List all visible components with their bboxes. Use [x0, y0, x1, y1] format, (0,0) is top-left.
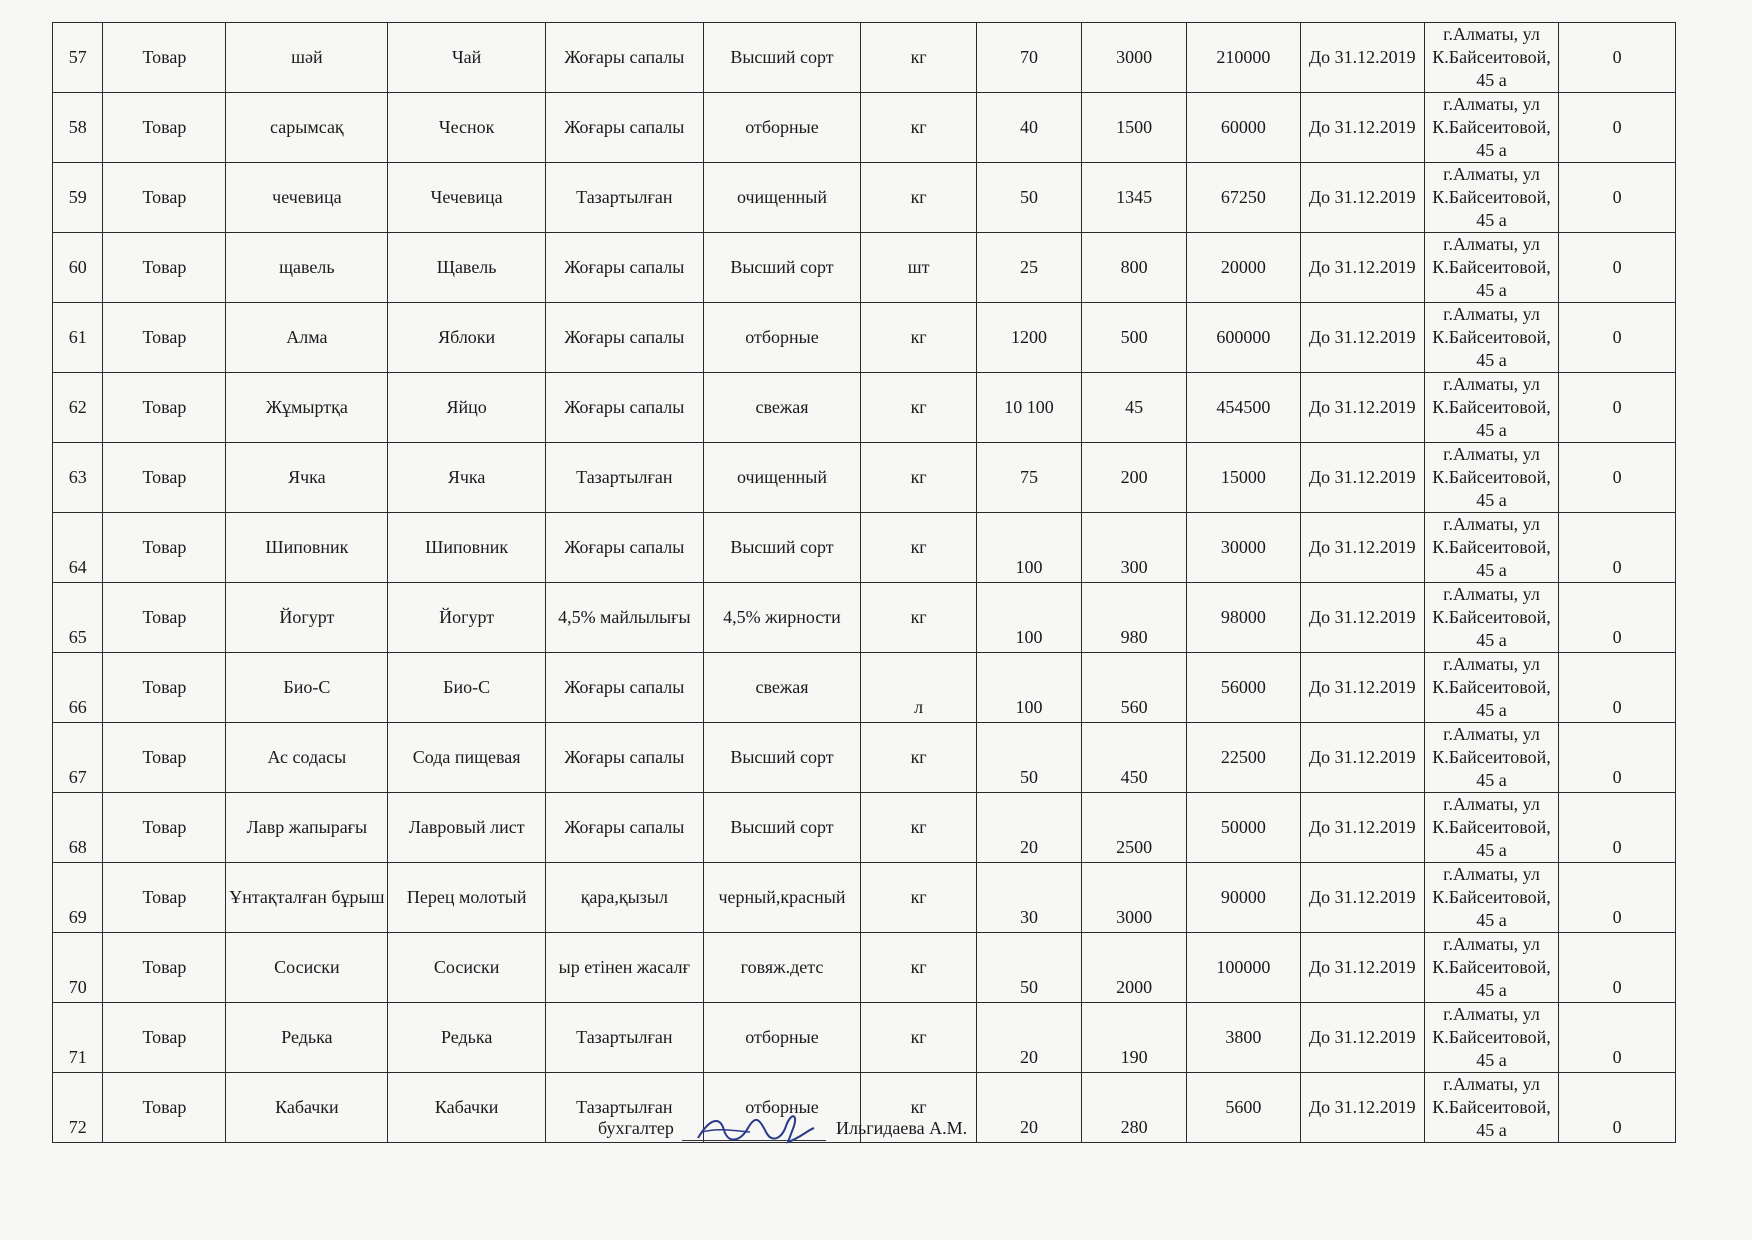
delivery-term-cell: До 31.12.2019 — [1300, 583, 1424, 653]
address-cell — [1424, 1073, 1559, 1143]
address-line: 45 а — [1476, 1050, 1507, 1070]
name-ru-cell: Редька — [388, 1003, 546, 1073]
quantity-cell: 50 — [976, 723, 1081, 793]
spec-kz-cell: Жоғары сапалы — [545, 303, 703, 373]
quantity-cell: 50 — [976, 933, 1081, 1003]
delivery-term-cell: До 31.12.2019 — [1300, 793, 1424, 863]
advance-cell: 0 — [1559, 233, 1676, 303]
address-line: г.Алматы, ул — [1443, 234, 1540, 254]
price-cell: 300 — [1082, 513, 1187, 583]
total-cell: 90000 — [1187, 863, 1301, 933]
spec-ru-cell: 4,5% жирности — [703, 583, 861, 653]
row-number-cell: 65 — [53, 583, 103, 653]
address-line: г.Алматы, ул — [1443, 24, 1540, 44]
spec-ru-cell: Высший сорт — [703, 233, 861, 303]
address-line: К.Байсеитовой, — [1432, 817, 1551, 837]
table-row — [53, 1003, 1676, 1073]
item-type-cell: Товар — [103, 513, 226, 583]
item-type-cell: Товар — [103, 303, 226, 373]
address-cell — [1424, 933, 1559, 1003]
address-cell — [1424, 93, 1559, 163]
item-type-cell: Товар — [103, 163, 226, 233]
advance-cell: 0 — [1559, 933, 1676, 1003]
spec-ru-cell: очищенный — [703, 163, 861, 233]
advance-cell: 0 — [1559, 23, 1676, 93]
delivery-term-cell: До 31.12.2019 — [1300, 303, 1424, 373]
address-line: К.Байсеитовой, — [1432, 677, 1551, 697]
address-line: 45 а — [1476, 700, 1507, 720]
advance-cell: 0 — [1559, 373, 1676, 443]
address-cell — [1424, 163, 1559, 233]
price-cell: 3000 — [1082, 863, 1187, 933]
price-cell: 1500 — [1082, 93, 1187, 163]
advance-cell: 0 — [1559, 1073, 1676, 1143]
address-line: 45 а — [1476, 350, 1507, 370]
name-ru-cell: Яйцо — [388, 373, 546, 443]
address-line: К.Байсеитовой, — [1432, 747, 1551, 767]
quantity-cell: 10 100 — [976, 373, 1081, 443]
row-number-cell: 57 — [53, 23, 103, 93]
item-type-cell: Товар — [103, 723, 226, 793]
item-type-cell: Товар — [103, 583, 226, 653]
price-cell: 280 — [1082, 1073, 1187, 1143]
name-kz-cell: щавель — [226, 233, 388, 303]
total-cell: 67250 — [1187, 163, 1301, 233]
total-cell: 60000 — [1187, 93, 1301, 163]
unit-cell: кг — [861, 163, 977, 233]
address-cell — [1424, 583, 1559, 653]
unit-cell: кг — [861, 303, 977, 373]
quantity-cell: 70 — [976, 23, 1081, 93]
unit-cell: кг — [861, 723, 977, 793]
row-number-cell: 61 — [53, 303, 103, 373]
spec-ru-cell: отборные — [703, 303, 861, 373]
advance-cell: 0 — [1559, 163, 1676, 233]
address-line: г.Алматы, ул — [1443, 1004, 1540, 1024]
address-line: К.Байсеитовой, — [1432, 467, 1551, 487]
spec-kz-cell: Жоғары сапалы — [545, 23, 703, 93]
price-cell: 2500 — [1082, 793, 1187, 863]
price-cell: 2000 — [1082, 933, 1187, 1003]
total-cell: 210000 — [1187, 23, 1301, 93]
address-line: К.Байсеитовой, — [1432, 887, 1551, 907]
row-number-cell: 71 — [53, 1003, 103, 1073]
row-number-cell: 72 — [53, 1073, 103, 1143]
address-cell — [1424, 863, 1559, 933]
spec-kz-cell: Тазартылған — [545, 443, 703, 513]
row-number-cell: 62 — [53, 373, 103, 443]
table-row — [53, 23, 1676, 93]
name-ru-cell: Шиповник — [388, 513, 546, 583]
address-line: 45 а — [1476, 140, 1507, 160]
table-row — [53, 93, 1676, 163]
address-line: г.Алматы, ул — [1443, 444, 1540, 464]
quantity-cell: 40 — [976, 93, 1081, 163]
delivery-term-cell: До 31.12.2019 — [1300, 1003, 1424, 1073]
spec-ru-cell: очищенный — [703, 443, 861, 513]
address-line: 45 а — [1476, 70, 1507, 90]
delivery-term-cell: До 31.12.2019 — [1300, 373, 1424, 443]
address-line: 45 а — [1476, 630, 1507, 650]
name-kz-cell: Ұнтақталған бұрыш — [226, 863, 388, 933]
address-line: 45 а — [1476, 420, 1507, 440]
row-number-cell: 59 — [53, 163, 103, 233]
total-cell: 5600 — [1187, 1073, 1301, 1143]
total-cell: 454500 — [1187, 373, 1301, 443]
total-cell: 20000 — [1187, 233, 1301, 303]
quantity-cell: 75 — [976, 443, 1081, 513]
delivery-term-cell: До 31.12.2019 — [1300, 233, 1424, 303]
address-line: г.Алматы, ул — [1443, 654, 1540, 674]
name-kz-cell: Жұмыртқа — [226, 373, 388, 443]
quantity-cell: 1200 — [976, 303, 1081, 373]
name-kz-cell: Ас содасы — [226, 723, 388, 793]
unit-cell: шт — [861, 233, 977, 303]
row-number-cell: 63 — [53, 443, 103, 513]
advance-cell: 0 — [1559, 1003, 1676, 1073]
footer-role: бухгалтер — [598, 1118, 674, 1138]
spec-ru-cell: Высший сорт — [703, 793, 861, 863]
name-kz-cell: Алма — [226, 303, 388, 373]
spec-kz-cell: Жоғары сапалы — [545, 233, 703, 303]
name-ru-cell: Лавровый лист — [388, 793, 546, 863]
price-cell: 200 — [1082, 443, 1187, 513]
table-row — [53, 723, 1676, 793]
unit-cell: кг — [861, 373, 977, 443]
address-line: 45 а — [1476, 490, 1507, 510]
unit-cell: кг — [861, 513, 977, 583]
price-cell: 190 — [1082, 1003, 1187, 1073]
address-line: К.Байсеитовой, — [1432, 1097, 1551, 1117]
spec-kz-cell: Жоғары сапалы — [545, 513, 703, 583]
address-line: 45 а — [1476, 910, 1507, 930]
address-line: г.Алматы, ул — [1443, 584, 1540, 604]
advance-cell: 0 — [1559, 863, 1676, 933]
spec-kz-cell: Тазартылған — [545, 1003, 703, 1073]
address-line: К.Байсеитовой, — [1432, 257, 1551, 277]
address-cell — [1424, 443, 1559, 513]
address-cell — [1424, 793, 1559, 863]
table-row — [53, 373, 1676, 443]
item-type-cell: Товар — [103, 1073, 226, 1143]
address-line: г.Алматы, ул — [1443, 94, 1540, 114]
item-type-cell: Товар — [103, 93, 226, 163]
name-kz-cell: Лавр жапырағы — [226, 793, 388, 863]
address-line: К.Байсеитовой, — [1432, 537, 1551, 557]
spec-ru-cell: отборные — [703, 93, 861, 163]
spec-kz-cell: Жоғары сапалы — [545, 373, 703, 443]
address-line: г.Алматы, ул — [1443, 724, 1540, 744]
address-cell — [1424, 723, 1559, 793]
item-type-cell: Товар — [103, 793, 226, 863]
name-kz-cell: чечевица — [226, 163, 388, 233]
spec-kz-cell: қара,қызыл — [545, 863, 703, 933]
total-cell: 100000 — [1187, 933, 1301, 1003]
spec-kz-cell: ыр етінен жасалғ — [545, 933, 703, 1003]
address-cell — [1424, 513, 1559, 583]
total-cell: 30000 — [1187, 513, 1301, 583]
address-line: К.Байсеитовой, — [1432, 1027, 1551, 1047]
spec-ru-cell: говяж.детс — [703, 933, 861, 1003]
table-row — [53, 443, 1676, 513]
address-line: К.Байсеитовой, — [1432, 187, 1551, 207]
price-cell: 3000 — [1082, 23, 1187, 93]
quantity-cell: 25 — [976, 233, 1081, 303]
name-ru-cell: Ячка — [388, 443, 546, 513]
address-cell — [1424, 653, 1559, 723]
spec-kz-cell: Тазартылған — [545, 163, 703, 233]
advance-cell: 0 — [1559, 303, 1676, 373]
delivery-term-cell: До 31.12.2019 — [1300, 933, 1424, 1003]
spec-kz-cell: Тазартылған — [545, 1073, 703, 1143]
address-line: г.Алматы, ул — [1443, 934, 1540, 954]
name-ru-cell: Чеснок — [388, 93, 546, 163]
unit-cell: кг — [861, 23, 977, 93]
item-type-cell: Товар — [103, 1003, 226, 1073]
delivery-term-cell: До 31.12.2019 — [1300, 1073, 1424, 1143]
address-line: 45 а — [1476, 560, 1507, 580]
item-type-cell: Товар — [103, 443, 226, 513]
address-line: К.Байсеитовой, — [1432, 327, 1551, 347]
address-cell — [1424, 233, 1559, 303]
address-line: К.Байсеитовой, — [1432, 607, 1551, 627]
name-ru-cell: Сосиски — [388, 933, 546, 1003]
address-line: г.Алматы, ул — [1443, 164, 1540, 184]
table-row — [53, 793, 1676, 863]
quantity-cell: 30 — [976, 863, 1081, 933]
row-number-cell: 58 — [53, 93, 103, 163]
address-line: К.Байсеитовой, — [1432, 397, 1551, 417]
address-line: 45 а — [1476, 1120, 1507, 1140]
name-kz-cell: Шиповник — [226, 513, 388, 583]
name-kz-cell: Ячка — [226, 443, 388, 513]
unit-cell: кг — [861, 583, 977, 653]
total-cell: 22500 — [1187, 723, 1301, 793]
address-cell — [1424, 1003, 1559, 1073]
delivery-term-cell: До 31.12.2019 — [1300, 513, 1424, 583]
row-number-cell: 68 — [53, 793, 103, 863]
total-cell: 98000 — [1187, 583, 1301, 653]
unit-cell: кг — [861, 93, 977, 163]
quantity-cell: 20 — [976, 793, 1081, 863]
address-line: К.Байсеитовой, — [1432, 117, 1551, 137]
name-kz-cell: шәй — [226, 23, 388, 93]
spec-ru-cell: Высший сорт — [703, 23, 861, 93]
address-line: г.Алматы, ул — [1443, 1074, 1540, 1094]
table-row — [53, 233, 1676, 303]
price-cell: 560 — [1082, 653, 1187, 723]
name-ru-cell: Перец молотый — [388, 863, 546, 933]
price-cell: 45 — [1082, 373, 1187, 443]
spec-ru-cell: черный,красный — [703, 863, 861, 933]
address-line: г.Алматы, ул — [1443, 514, 1540, 534]
name-ru-cell: Щавель — [388, 233, 546, 303]
price-cell: 1345 — [1082, 163, 1187, 233]
price-cell: 980 — [1082, 583, 1187, 653]
table-row — [53, 863, 1676, 933]
name-kz-cell: Сосиски — [226, 933, 388, 1003]
item-type-cell: Товар — [103, 933, 226, 1003]
delivery-term-cell: До 31.12.2019 — [1300, 163, 1424, 233]
advance-cell: 0 — [1559, 723, 1676, 793]
advance-cell: 0 — [1559, 443, 1676, 513]
address-line: г.Алматы, ул — [1443, 304, 1540, 324]
address-line: г.Алматы, ул — [1443, 864, 1540, 884]
address-line: 45 а — [1476, 280, 1507, 300]
item-type-cell: Товар — [103, 373, 226, 443]
spec-ru-cell: отборные — [703, 1003, 861, 1073]
delivery-term-cell: До 31.12.2019 — [1300, 723, 1424, 793]
advance-cell: 0 — [1559, 93, 1676, 163]
name-kz-cell: Кабачки — [226, 1073, 388, 1143]
row-number-cell: 64 — [53, 513, 103, 583]
row-number-cell: 60 — [53, 233, 103, 303]
unit-cell: кг — [861, 933, 977, 1003]
quantity-cell: 100 — [976, 513, 1081, 583]
total-cell: 15000 — [1187, 443, 1301, 513]
name-ru-cell: Яблоки — [388, 303, 546, 373]
total-cell: 50000 — [1187, 793, 1301, 863]
delivery-term-cell: До 31.12.2019 — [1300, 443, 1424, 513]
advance-cell: 0 — [1559, 583, 1676, 653]
advance-cell: 0 — [1559, 793, 1676, 863]
address-cell — [1424, 23, 1559, 93]
table-row — [53, 583, 1676, 653]
name-kz-cell: Био-С — [226, 653, 388, 723]
address-line: 45 а — [1476, 770, 1507, 790]
delivery-term-cell: До 31.12.2019 — [1300, 93, 1424, 163]
address-line: 45 а — [1476, 840, 1507, 860]
name-ru-cell: Сода пищевая — [388, 723, 546, 793]
unit-cell: кг — [861, 793, 977, 863]
spec-ru-cell: отборные — [703, 1073, 861, 1143]
name-ru-cell: Био-С — [388, 653, 546, 723]
total-cell: 600000 — [1187, 303, 1301, 373]
item-type-cell: Товар — [103, 23, 226, 93]
name-kz-cell: Йогурт — [226, 583, 388, 653]
row-number-cell: 67 — [53, 723, 103, 793]
total-cell: 3800 — [1187, 1003, 1301, 1073]
name-ru-cell: Чечевица — [388, 163, 546, 233]
delivery-term-cell: До 31.12.2019 — [1300, 653, 1424, 723]
address-line: К.Байсеитовой, — [1432, 47, 1551, 67]
quantity-cell: 20 — [976, 1073, 1081, 1143]
spec-kz-cell: 4,5% майлылығы — [545, 583, 703, 653]
unit-cell: кг — [861, 863, 977, 933]
item-type-cell: Товар — [103, 233, 226, 303]
advance-cell: 0 — [1559, 513, 1676, 583]
table-row — [53, 303, 1676, 373]
unit-cell: кг — [861, 443, 977, 513]
address-cell — [1424, 303, 1559, 373]
delivery-term-cell: До 31.12.2019 — [1300, 23, 1424, 93]
spec-kz-cell: Жоғары сапалы — [545, 93, 703, 163]
spec-kz-cell: Жоғары сапалы — [545, 793, 703, 863]
items-table — [52, 22, 1676, 1143]
quantity-cell: 20 — [976, 1003, 1081, 1073]
table-row — [53, 163, 1676, 233]
address-line: К.Байсеитовой, — [1432, 957, 1551, 977]
delivery-term-cell: До 31.12.2019 — [1300, 863, 1424, 933]
footer-name: Ильгидаева А.М. — [836, 1118, 968, 1138]
name-ru-cell: Йогурт — [388, 583, 546, 653]
spec-kz-cell: Жоғары сапалы — [545, 723, 703, 793]
name-ru-cell: Чай — [388, 23, 546, 93]
item-type-cell: Товар — [103, 653, 226, 723]
row-number-cell: 70 — [53, 933, 103, 1003]
address-line: г.Алматы, ул — [1443, 794, 1540, 814]
quantity-cell: 100 — [976, 653, 1081, 723]
price-cell: 500 — [1082, 303, 1187, 373]
quantity-cell: 50 — [976, 163, 1081, 233]
price-cell: 450 — [1082, 723, 1187, 793]
table-row — [53, 513, 1676, 583]
item-type-cell: Товар — [103, 863, 226, 933]
signature-mark — [690, 1108, 820, 1150]
spec-ru-cell: свежая — [703, 653, 861, 723]
row-number-cell: 66 — [53, 653, 103, 723]
name-ru-cell: Кабачки — [388, 1073, 546, 1143]
table-row — [53, 653, 1676, 723]
address-line: 45 а — [1476, 210, 1507, 230]
address-line: 45 а — [1476, 980, 1507, 1000]
unit-cell: кг — [861, 1073, 977, 1143]
name-kz-cell: Редька — [226, 1003, 388, 1073]
spec-ru-cell: свежая — [703, 373, 861, 443]
spec-ru-cell: Высший сорт — [703, 723, 861, 793]
name-kz-cell: сарымсақ — [226, 93, 388, 163]
address-line: г.Алматы, ул — [1443, 374, 1540, 394]
total-cell: 56000 — [1187, 653, 1301, 723]
quantity-cell: 100 — [976, 583, 1081, 653]
advance-cell: 0 — [1559, 653, 1676, 723]
table-row — [53, 933, 1676, 1003]
row-number-cell: 69 — [53, 863, 103, 933]
unit-cell: кг — [861, 1003, 977, 1073]
address-cell — [1424, 373, 1559, 443]
unit-cell: л — [861, 653, 977, 723]
price-cell: 800 — [1082, 233, 1187, 303]
spec-kz-cell: Жоғары сапалы — [545, 653, 703, 723]
spec-ru-cell: Высший сорт — [703, 513, 861, 583]
